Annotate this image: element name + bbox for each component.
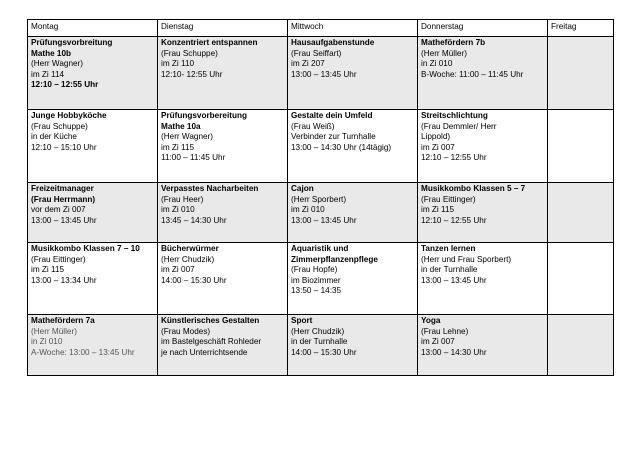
header-monday: Montag <box>28 20 158 37</box>
course-cell-thursday <box>418 110 548 183</box>
course-time: 13:00 – 14:30 Uhr (14tägig) <box>291 142 392 152</box>
course-time: 14:00 – 15:30 Uhr <box>161 275 227 285</box>
course-time: 13:00 – 13:45 Uhr <box>421 275 487 285</box>
course-title: Musikkombo Klassen 5 – 7 <box>421 184 526 193</box>
course-cell-friday <box>548 37 614 110</box>
course-title: Prüfungsvorbreitung <box>31 38 113 47</box>
course-cell-tuesday <box>158 243 288 315</box>
course-time: 13:00 – 13:45 Uhr <box>31 215 97 225</box>
course-teacher: (Herr Müller) <box>421 48 467 58</box>
course-cell-monday <box>28 110 158 183</box>
course-cell-friday <box>548 243 614 315</box>
course-cell-monday <box>28 37 158 110</box>
course-title: Bücherwürmer <box>161 244 219 253</box>
course-room: in der Turnhalle <box>291 337 348 346</box>
course-title: Mathe 10b <box>31 48 72 58</box>
course-time: 12:10 – 12:55 Uhr <box>421 215 487 225</box>
course-teacher: (Frau Eittinger) <box>421 194 476 204</box>
header-wednesday: Mittwoch <box>288 20 418 37</box>
course-title: Zimmerpflanzenpflege <box>291 254 378 264</box>
course-teacher: (Herr Wagner) <box>31 59 84 68</box>
course-title: Mathefördern 7a <box>31 316 95 325</box>
course-time: 12:10- 12:55 Uhr <box>161 69 223 79</box>
course-title: Verpasstes Nacharbeiten <box>161 184 259 193</box>
course-teacher: (Frau Weiß) <box>291 121 335 131</box>
course-room: in Zi 010 <box>31 337 63 346</box>
course-teacher: (Frau Lehne) <box>421 326 469 336</box>
course-cell-friday <box>548 315 614 376</box>
course-room: im Zi 007 <box>161 265 195 274</box>
course-room: im Zi 110 <box>161 59 195 68</box>
course-teacher: (Frau Herrmann) <box>31 194 96 204</box>
course-title: Prüfungsvorbereitung <box>161 111 247 120</box>
course-title: Mathe 10a <box>161 121 201 131</box>
course-cell-monday <box>28 315 158 376</box>
course-time: 13:00 – 14:30 Uhr <box>421 347 487 357</box>
course-cell-tuesday <box>158 37 288 110</box>
course-cell-wednesday <box>288 183 418 243</box>
course-room: im Zi 115 <box>161 142 195 152</box>
schedule-row <box>28 183 614 243</box>
course-teacher: (Frau Hopfe) <box>291 265 338 274</box>
course-teacher: (Frau Modes) <box>161 326 211 336</box>
course-teacher: (Herr und Frau Sporbert) <box>421 254 512 264</box>
course-title: Mathefördern 7b <box>421 38 486 47</box>
course-room: Verbinder zur Turnhalle <box>291 132 376 141</box>
course-room: in der Turnhalle <box>421 265 478 274</box>
course-cell-tuesday <box>158 110 288 183</box>
header-friday: Freitag <box>548 20 614 37</box>
course-title: Musikkombo Klassen 7 – 10 <box>31 244 140 253</box>
course-cell-wednesday <box>288 37 418 110</box>
course-teacher: (Herr Sporbert) <box>291 194 347 204</box>
course-teacher: (Frau Schuppe) <box>31 121 88 131</box>
course-title: Aquaristik und <box>291 244 349 253</box>
course-room: im Zi 007 <box>421 337 455 346</box>
course-time: B-Woche: 11:00 – 11:45 Uhr <box>421 69 524 79</box>
course-title: Künstlerisches Gestalten <box>161 316 260 325</box>
course-teacher: (Herr Müller) <box>31 326 77 336</box>
course-cell-tuesday <box>158 315 288 376</box>
course-cell-wednesday <box>288 315 418 376</box>
course-room: im Zi 010 <box>291 205 325 214</box>
course-title: Streitschlichtung <box>421 111 488 120</box>
course-title: Cajon <box>291 184 314 193</box>
course-title: Yoga <box>421 316 441 325</box>
course-cell-monday <box>28 243 158 315</box>
course-teacher: (Frau Seiffart) <box>291 48 342 58</box>
course-room: im Zi 115 <box>421 205 455 214</box>
course-cell-friday <box>548 110 614 183</box>
course-time: 13:00 – 13:45 Uhr <box>291 215 357 225</box>
course-title: Hausaufgabenstunde <box>291 38 375 47</box>
course-room: im Zi 115 <box>31 265 65 274</box>
course-title: Sport <box>291 316 313 325</box>
course-teacher: (Herr Chudzik) <box>161 254 215 264</box>
course-cell-thursday <box>418 315 548 376</box>
course-time: 13:45 – 14:30 Uhr <box>161 215 227 225</box>
course-cell-monday <box>28 183 158 243</box>
course-time: 12:10 – 12:55 Uhr <box>421 153 487 162</box>
schedule-table <box>27 19 614 376</box>
course-cell-thursday <box>418 183 548 243</box>
course-title: Tanzen lernen <box>421 244 476 253</box>
header-thursday: Donnerstag <box>418 20 548 37</box>
schedule-row <box>28 243 614 315</box>
course-title: Junge Hobbyköche <box>31 111 107 120</box>
course-room: im Biozimmer <box>291 275 341 285</box>
course-time: 13:00 – 13:45 Uhr <box>291 69 357 79</box>
course-teacher: (Frau Schuppe) <box>161 48 218 58</box>
course-time: je nach Unterrichtsende <box>161 347 248 357</box>
course-teacher: (Frau Heer) <box>161 194 204 204</box>
course-cell-friday <box>548 183 614 243</box>
course-room: im Zi 114 <box>31 69 65 79</box>
course-room: im Bastelgeschäft Rohleder <box>161 337 262 346</box>
course-room: vor dem Zi 007 <box>31 205 86 214</box>
header-tuesday: Dienstag <box>158 20 288 37</box>
course-time: 12:10 – 12:55 Uhr <box>31 80 99 89</box>
course-room: im Zi 007 <box>421 142 455 152</box>
course-time: 11:00 – 11:45 Uhr <box>161 153 226 162</box>
header-row <box>28 20 614 37</box>
course-title: Konzentriert entspannen <box>161 38 258 47</box>
course-teacher: (Herr Wagner) <box>161 132 214 141</box>
schedule-row <box>28 315 614 376</box>
course-cell-tuesday <box>158 183 288 243</box>
course-room: in der Küche <box>31 132 77 141</box>
course-teacher: (Herr Chudzik) <box>291 326 345 336</box>
course-title: Gestalte dein Umfeld <box>291 111 373 120</box>
course-cell-thursday <box>418 243 548 315</box>
course-title: Freizeitmanager <box>31 184 94 193</box>
course-cell-wednesday <box>288 110 418 183</box>
course-time: A-Woche: 13:00 – 13:45 Uhr <box>31 347 135 357</box>
schedule-row <box>28 37 614 110</box>
course-time: 14:00 – 15:30 Uhr <box>291 347 357 357</box>
course-time: 12:10 – 15:10 Uhr <box>31 142 97 152</box>
course-time: 13:50 – 14:35 <box>291 286 342 295</box>
course-teacher: Lippold) <box>421 132 451 141</box>
course-teacher: (Frau Eittinger) <box>31 254 86 264</box>
course-room: im Zi 207 <box>291 59 325 68</box>
course-cell-thursday <box>418 37 548 110</box>
course-teacher: (Frau Demmler/ Herr <box>421 121 497 131</box>
course-room: im Zi 010 <box>161 205 195 214</box>
course-time: 13:00 – 13:34 Uhr <box>31 275 97 285</box>
course-room: in Zi 010 <box>421 59 453 68</box>
schedule-row <box>28 110 614 183</box>
course-cell-wednesday <box>288 243 418 315</box>
